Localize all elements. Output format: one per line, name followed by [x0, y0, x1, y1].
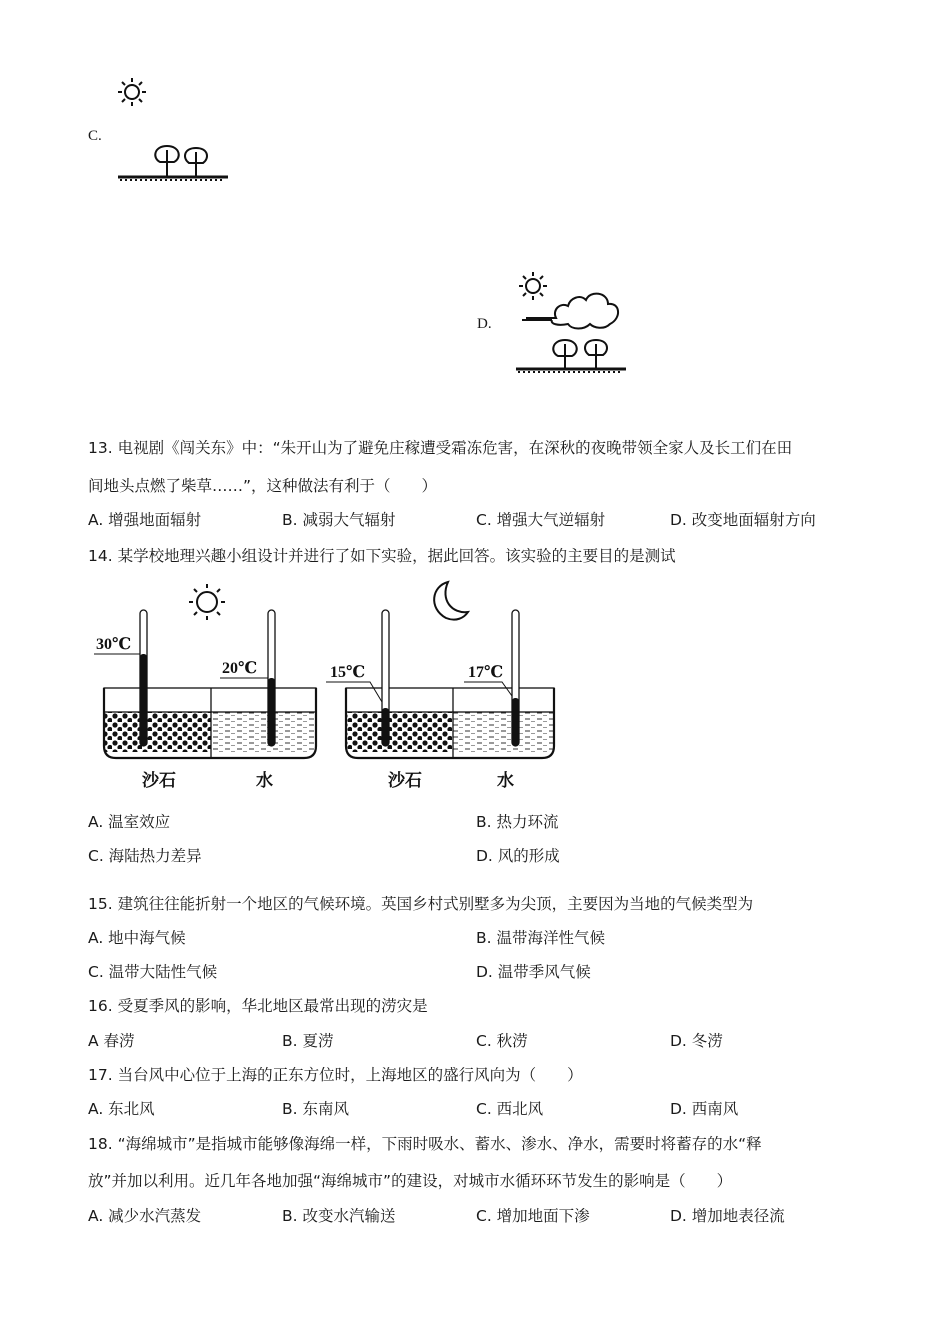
q17-option-c[interactable]: C. 西北风: [476, 1100, 544, 1118]
q13-stem-line1: 13. 电视剧《闯关东》中：“朱开山为了避免庄稼遭受霜冻危害，在深秋的夜晚带领全家人及长工们在田: [88, 439, 793, 457]
q14-option-a[interactable]: A. 温室效应: [88, 813, 171, 831]
q13-option-c[interactable]: C. 增强大气逆辐射: [476, 511, 606, 529]
day-sand-label: 沙石: [142, 771, 176, 790]
q13-option-d[interactable]: D. 改变地面辐射方向: [670, 511, 816, 529]
q18-option-a[interactable]: A. 减少水汽蒸发: [88, 1207, 202, 1225]
sun-icon: [118, 78, 146, 106]
q18-stem-line1: 18. “海绵城市”是指城市能够像海绵一样，下雨时吸水、蓄水、渗水、净水，需要时将蓄存的水“释: [88, 1135, 762, 1153]
night-water-temp: 17℃: [468, 664, 504, 681]
q16-option-a[interactable]: A 春涝: [88, 1032, 135, 1050]
q13-stem-line2: 间地头点燃了柴草……”，这种做法有利于（ ）: [88, 477, 438, 495]
q16-stem: 16. 受夏季风的影响，华北地区最常出现的涝灾是: [88, 997, 428, 1015]
night-water-label: 水: [497, 771, 514, 790]
q17-option-a[interactable]: A. 东北风: [88, 1100, 155, 1118]
day-setup: [94, 584, 316, 790]
day-water-temp: 20℃: [222, 660, 258, 677]
q14-option-d[interactable]: D. 风的形成: [476, 847, 560, 865]
q16-option-b[interactable]: B. 夏涝: [282, 1032, 334, 1050]
q14-experiment-figure: [92, 578, 562, 796]
q17-stem: 17. 当台风中心位于上海的正东方位时，上海地区的盛行风向为（ ）: [88, 1066, 583, 1084]
sun-icon: [519, 272, 547, 300]
q18-option-c[interactable]: C. 增加地面下渗: [476, 1207, 590, 1225]
q13-option-b[interactable]: B. 减弱大气辐射: [282, 511, 396, 529]
cloud-icon: [522, 294, 618, 329]
night-sand-label: 沙石: [388, 771, 422, 790]
ground-icon: [516, 369, 626, 372]
sun-icon: [189, 584, 225, 620]
q15-option-b[interactable]: B. 温带海洋性气候: [476, 929, 605, 947]
q16-option-d[interactable]: D. 冬涝: [670, 1032, 723, 1050]
q15-option-a[interactable]: A. 地中海气候: [88, 929, 186, 947]
day-sand-temp: 30℃: [96, 636, 132, 653]
q18-stem-line2: 放”并加以利用。近几年各地加强“海绵城市”的建设，对城市水循环环节发生的影响是（ ）: [88, 1172, 733, 1190]
q14-option-b[interactable]: B. 热力环流: [476, 813, 559, 831]
q13-option-a[interactable]: A. 增强地面辐射: [88, 511, 202, 529]
q14-option-c[interactable]: C. 海陆热力差异: [88, 847, 202, 865]
q18-option-d[interactable]: D. 增加地表径流: [670, 1207, 785, 1225]
tank: [104, 688, 316, 758]
q15-stem: 15. 建筑往往能折射一个地区的气候环境。英国乡村式别墅多为尖顶，主要因为当地的气候类型为: [88, 895, 754, 913]
figure-c-label[interactable]: C.: [88, 128, 102, 144]
ground-icon: [118, 177, 228, 180]
q15-option-c[interactable]: C. 温带大陆性气候: [88, 963, 218, 981]
tank: [346, 688, 554, 758]
figure-c: [112, 72, 232, 184]
figure-d-label[interactable]: D.: [477, 316, 492, 332]
q18-option-b[interactable]: B. 改变水汽输送: [282, 1207, 396, 1225]
q14-stem: 14. 某学校地理兴趣小组设计并进行了如下实验，据此回答。该实验的主要目的是测试: [88, 547, 676, 565]
moon-icon: [434, 582, 468, 620]
day-water-label: 水: [256, 771, 273, 790]
q16-option-c[interactable]: C. 秋涝: [476, 1032, 528, 1050]
trees-icon: [155, 146, 207, 176]
night-sand-temp: 15℃: [330, 664, 366, 681]
q17-option-d[interactable]: D. 西南风: [670, 1100, 739, 1118]
night-setup: [326, 582, 554, 790]
q15-option-d[interactable]: D. 温带季风气候: [476, 963, 591, 981]
figure-d: [512, 260, 632, 376]
q17-option-b[interactable]: B. 东南风: [282, 1100, 349, 1118]
trees-icon: [553, 340, 607, 368]
